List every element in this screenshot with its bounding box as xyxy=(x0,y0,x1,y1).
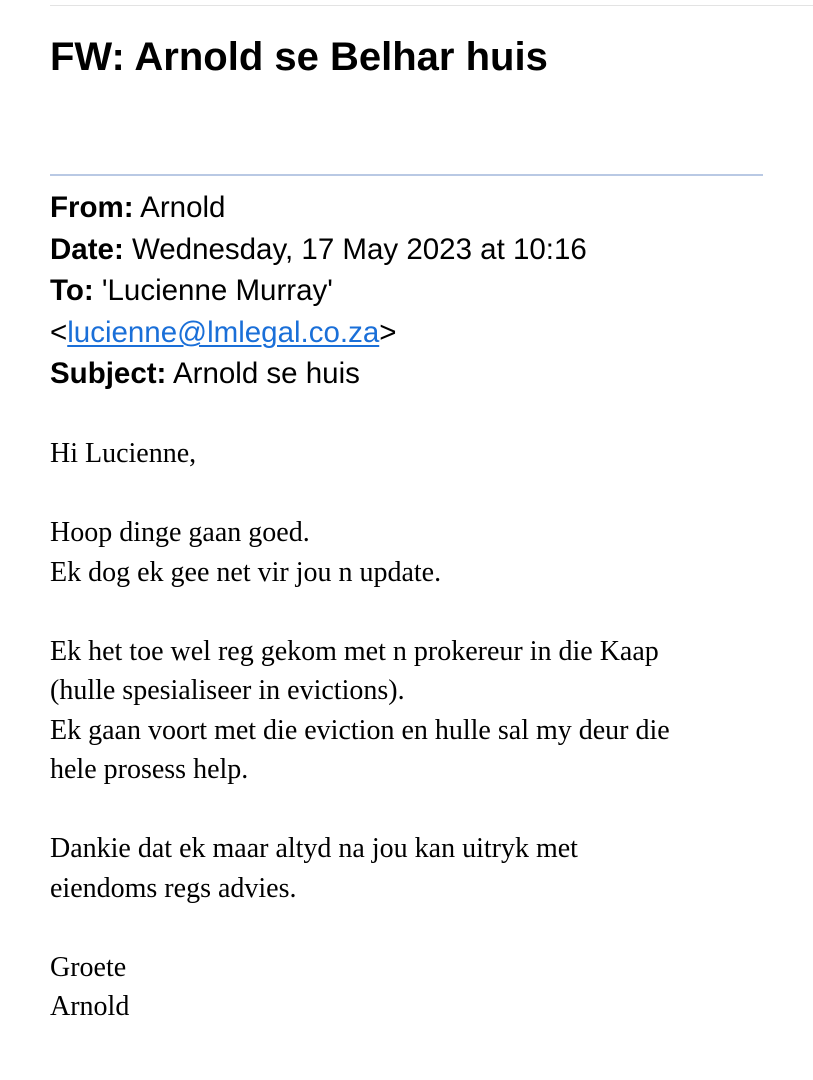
body-signoff: Groete xyxy=(50,951,127,983)
body-line: Dankie dat ek maar altyd na jou kan uitryk met xyxy=(50,833,578,864)
paragraph-gap xyxy=(50,790,790,830)
body-line: (hulle spesialiseer in evictions). xyxy=(50,675,405,706)
to-open-bracket: < xyxy=(50,315,68,349)
body-signature: Arnold xyxy=(50,991,130,1022)
subject-label: Subject: xyxy=(50,357,167,390)
body-line: Hoop dinge gaan goed. xyxy=(50,517,310,548)
body-greeting: Hi Lucienne, xyxy=(50,438,197,469)
top-divider xyxy=(50,5,813,6)
header-divider xyxy=(50,174,763,176)
subject-line xyxy=(50,353,763,395)
from-line xyxy=(50,187,763,229)
date-line xyxy=(50,229,763,271)
from-label: From: xyxy=(50,191,134,224)
subject-value: Arnold se huis xyxy=(172,357,360,390)
body-line: eiendoms regs advies. xyxy=(50,872,297,904)
to-line xyxy=(50,270,763,312)
body-line: Ek gaan voort met die eviction en hulle sal my deur die xyxy=(50,714,670,746)
date-value: Wednesday, 17 May 2023 at 10:16 xyxy=(131,232,587,266)
from-value: Arnold xyxy=(140,191,226,224)
date-label: Date: xyxy=(50,232,124,266)
paragraph-gap xyxy=(50,474,790,514)
body-line: hele prosess help. xyxy=(50,754,249,785)
to-close-bracket: > xyxy=(379,315,397,349)
paragraph-gap xyxy=(50,592,790,632)
email-subject-title: FW: Arnold se Belhar huis xyxy=(50,35,548,79)
body-line: Ek dog ek gee net vir jou n update. xyxy=(50,556,442,588)
to-email-line xyxy=(50,312,763,354)
body-line: Ek het toe wel reg gekom met n prokereur in die Kaap xyxy=(50,635,659,667)
email-header xyxy=(50,187,763,395)
paragraph-gap xyxy=(50,908,790,948)
to-label: To: xyxy=(50,274,94,307)
email-body xyxy=(50,434,790,1027)
to-email-link[interactable]: lucienne@lmlegal.co.za xyxy=(67,315,380,349)
to-name: 'Lucienne Murray' xyxy=(101,274,333,307)
